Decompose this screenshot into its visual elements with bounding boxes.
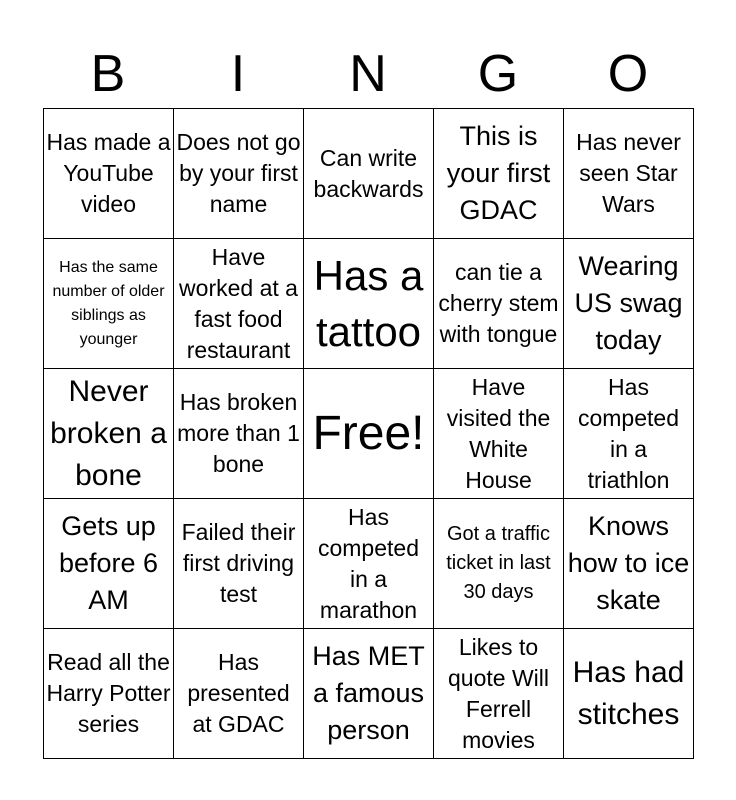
- bingo-cell[interactable]: [564, 629, 694, 759]
- header-letter-g: G: [477, 45, 519, 103]
- header-letter-i: I: [230, 45, 246, 103]
- cell-text: Read all the Harry Potter series: [46, 649, 171, 737]
- bingo-cell[interactable]: [44, 499, 174, 629]
- free-space-text: Free!: [312, 406, 425, 460]
- cell-text: Got a traffic ticket in last 30 days: [446, 523, 551, 603]
- cell-text: This is your first GDAC: [446, 121, 551, 225]
- bingo-cell[interactable]: [304, 239, 434, 369]
- bingo-cell[interactable]: [174, 239, 304, 369]
- cell-text: Never broken a bone: [50, 374, 167, 492]
- bingo-cell[interactable]: [434, 629, 564, 759]
- cell-text: Has competed in a triathlon: [577, 373, 679, 493]
- bingo-cell[interactable]: [44, 239, 174, 369]
- cell-text: Likes to quote Will Ferrell movies: [448, 633, 549, 753]
- cell-text: Has had stitches: [572, 655, 685, 731]
- bingo-cell[interactable]: [434, 239, 564, 369]
- bingo-cell[interactable]: [304, 629, 434, 759]
- bingo-header: [43, 40, 693, 108]
- bingo-cell[interactable]: [44, 109, 174, 239]
- cell-text: Knows how to ice skate: [567, 511, 690, 615]
- cell-text: Has competed in a marathon: [317, 503, 419, 623]
- grid-row-1: [44, 109, 694, 239]
- bingo-grid: [43, 108, 694, 759]
- cell-text: Wearing US swag today: [574, 251, 683, 355]
- bingo-cell[interactable]: [174, 499, 304, 629]
- cell-text: Gets up before 6 AM: [58, 511, 159, 615]
- bingo-cell[interactable]: [44, 369, 174, 499]
- bingo-cell[interactable]: [174, 629, 304, 759]
- bingo-cell[interactable]: [564, 109, 694, 239]
- bingo-cell[interactable]: [434, 499, 564, 629]
- cell-text: Has never seen Star Wars: [576, 129, 681, 217]
- bingo-cell[interactable]: [304, 109, 434, 239]
- cell-text: can tie a cherry stem with tongue: [438, 259, 559, 347]
- cell-text: Has presented at GDAC: [187, 649, 290, 737]
- bingo-cell[interactable]: [44, 629, 174, 759]
- cell-text: Does not go by your first name: [176, 129, 301, 217]
- cell-text: Has a tattoo: [313, 251, 424, 355]
- free-space-cell[interactable]: [304, 369, 434, 499]
- cell-text: Have worked at a fast food restaurant: [179, 243, 298, 363]
- cell-text: Has the same number of older siblings as younger: [52, 258, 165, 348]
- cell-text: Has MET a famous person: [312, 641, 425, 745]
- grid-row-2: [44, 239, 694, 369]
- bingo-cell[interactable]: [564, 239, 694, 369]
- cell-text: Have visited the White House: [446, 373, 551, 493]
- bingo-cell[interactable]: [174, 369, 304, 499]
- bingo-cell[interactable]: [434, 369, 564, 499]
- header-letter-n: N: [349, 45, 387, 103]
- header-letter-b: B: [90, 45, 126, 103]
- grid-row-3: [44, 369, 694, 499]
- header-letter-o: O: [607, 45, 649, 103]
- grid-row-5: [44, 629, 694, 759]
- cell-text: Has broken more than 1 bone: [177, 389, 300, 477]
- bingo-cell[interactable]: [434, 109, 564, 239]
- grid-row-4: [44, 499, 694, 629]
- cell-text: Has made a YouTube video: [46, 129, 171, 217]
- bingo-cell[interactable]: [564, 499, 694, 629]
- cell-text: Failed their first driving test: [181, 519, 296, 607]
- cell-text: Can write backwards: [313, 144, 424, 202]
- bingo-cell[interactable]: [564, 369, 694, 499]
- bingo-cell[interactable]: [174, 109, 304, 239]
- bingo-cell[interactable]: [304, 499, 434, 629]
